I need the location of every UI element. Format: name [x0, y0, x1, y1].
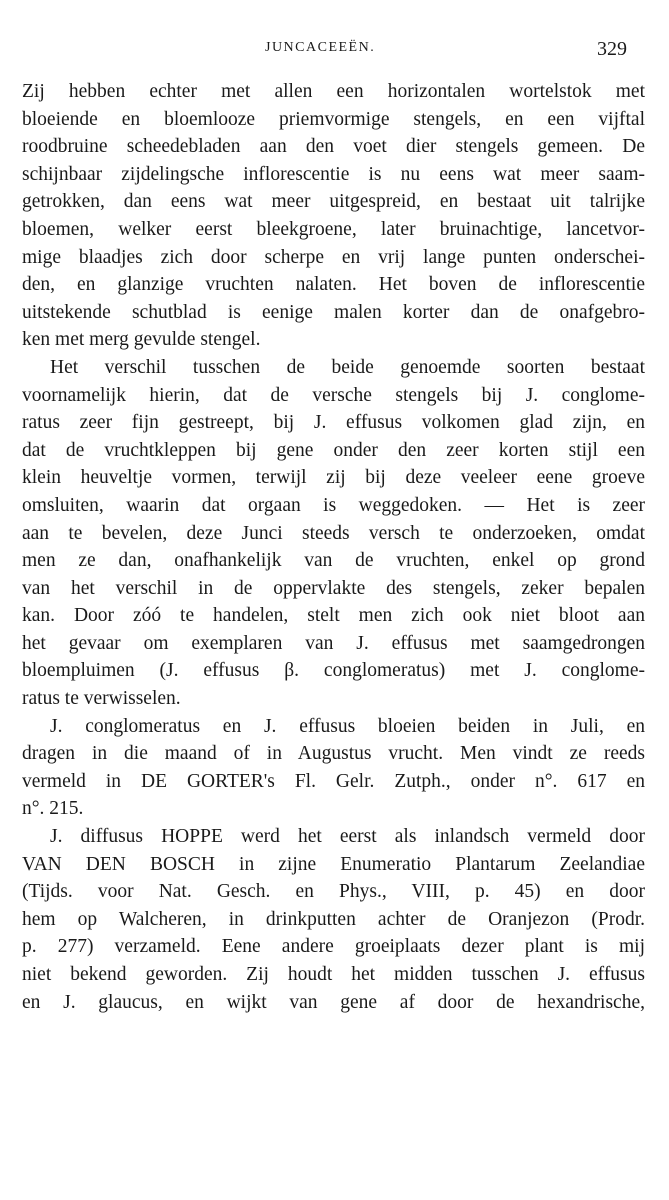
page-number: 329: [597, 38, 627, 60]
text-line: den, en glanzige vruchten nalaten. Het boven de inflorescentie: [22, 274, 645, 296]
text-line: men ze dan, onafhankelijk van de vruchten, enkel op grond: [22, 550, 645, 572]
text-line: VAN DEN BOSCH in zijne Enumeratio Plantarum Zeelandiae: [22, 853, 645, 875]
text-line: vermeld in DE GORTER's Fl. Gelr. Zutph., onder n°. 617 en: [22, 770, 645, 792]
text-line: p. 277) verzameld. Eene andere groeiplaats dezer plant is mij: [22, 936, 645, 958]
text-line: Het verschil tusschen de beide genoemde soorten bestaat: [50, 356, 645, 378]
text-line: bloempluimen (J. effusus β. conglomeratus) met J. conglome-: [22, 660, 645, 682]
text-line: Zij hebben echter met allen een horizontalen wortelstok met: [22, 81, 645, 102]
text-line: omsluiten, waarin dat orgaan is weggedoken. — Het is zeer: [22, 494, 645, 516]
text-line: dragen in die maand of in Augustus vrucht. Men vindt ze reeds: [22, 743, 645, 765]
text-line: hem op Walcheren, in drinkputten achter de Oranjezon (Prodr.: [22, 908, 645, 930]
text-line: getrokken, dan eens wat meer uitgespreid, en bestaat uit talrijke: [22, 191, 645, 213]
body-text: [22, 78, 645, 1016]
text-line: J. diffusus HOPPE werd het eerst als inlandsch vermeld door: [50, 826, 645, 848]
text-line: bloeiende en bloemlooze priemvormige stengels, en een vijftal: [22, 108, 645, 130]
text-line: ken met merg gevulde stengel.: [22, 329, 261, 351]
text-line: mige blaadjes zich door scherpe en vrij lange punten onderschei-: [22, 246, 645, 268]
text-line: dat de vruchtkleppen bij gene onder den zeer korten stijl een: [22, 439, 645, 461]
running-title: JUNCACEEËN.: [265, 40, 376, 55]
text-line: roodbruine scheedebladen aan den voet dier stengels gemeen. De: [22, 136, 645, 158]
text-line: ratus te verwisselen.: [22, 688, 181, 710]
text-line: J. conglomeratus en J. effusus bloeien beiden in Juli, en: [50, 715, 645, 737]
text-line: kan. Door zóó te handelen, stelt men zich ook niet bloot aan: [22, 605, 645, 627]
text-line: het gevaar om exemplaren van J. effusus met saamgedrongen: [22, 632, 645, 654]
text-line: ratus zeer fijn gestreept, bij J. effusus volkomen glad zijn, en: [22, 412, 645, 434]
text-line: n°. 215.: [22, 798, 84, 820]
text-line: (Tijds. voor Nat. Gesch. en Phys., VIII, p. 45) en door: [22, 881, 645, 903]
text-line: bloemen, welker eerst bleekgroene, later bruinachtige, lancetvor-: [22, 218, 645, 240]
text-line: aan te bevelen, deze Junci steeds versch te onderzoeken, omdat: [22, 522, 645, 544]
text-line: voornamelijk hierin, dat de versche stengels bij J. conglome-: [22, 384, 645, 406]
text-line: en J. glaucus, en wijkt van gene af door de hexandrische,: [22, 991, 645, 1013]
text-line: klein heuveltje vormen, terwijl zij bij deze veeleer eene groeve: [22, 467, 645, 489]
text-line: schijnbaar zijdelingsche inflorescentie is nu eens wat meer saam-: [22, 163, 645, 185]
text-line: uitstekende schutblad is eenige malen korter dan de onafgebro-: [22, 301, 645, 323]
text-line: van het verschil in de oppervlakte des stengels, zeker bepalen: [22, 577, 645, 599]
running-header: [0, 38, 669, 60]
text-line: niet bekend geworden. Zij houdt het midden tusschen J. effusus: [22, 964, 645, 985]
